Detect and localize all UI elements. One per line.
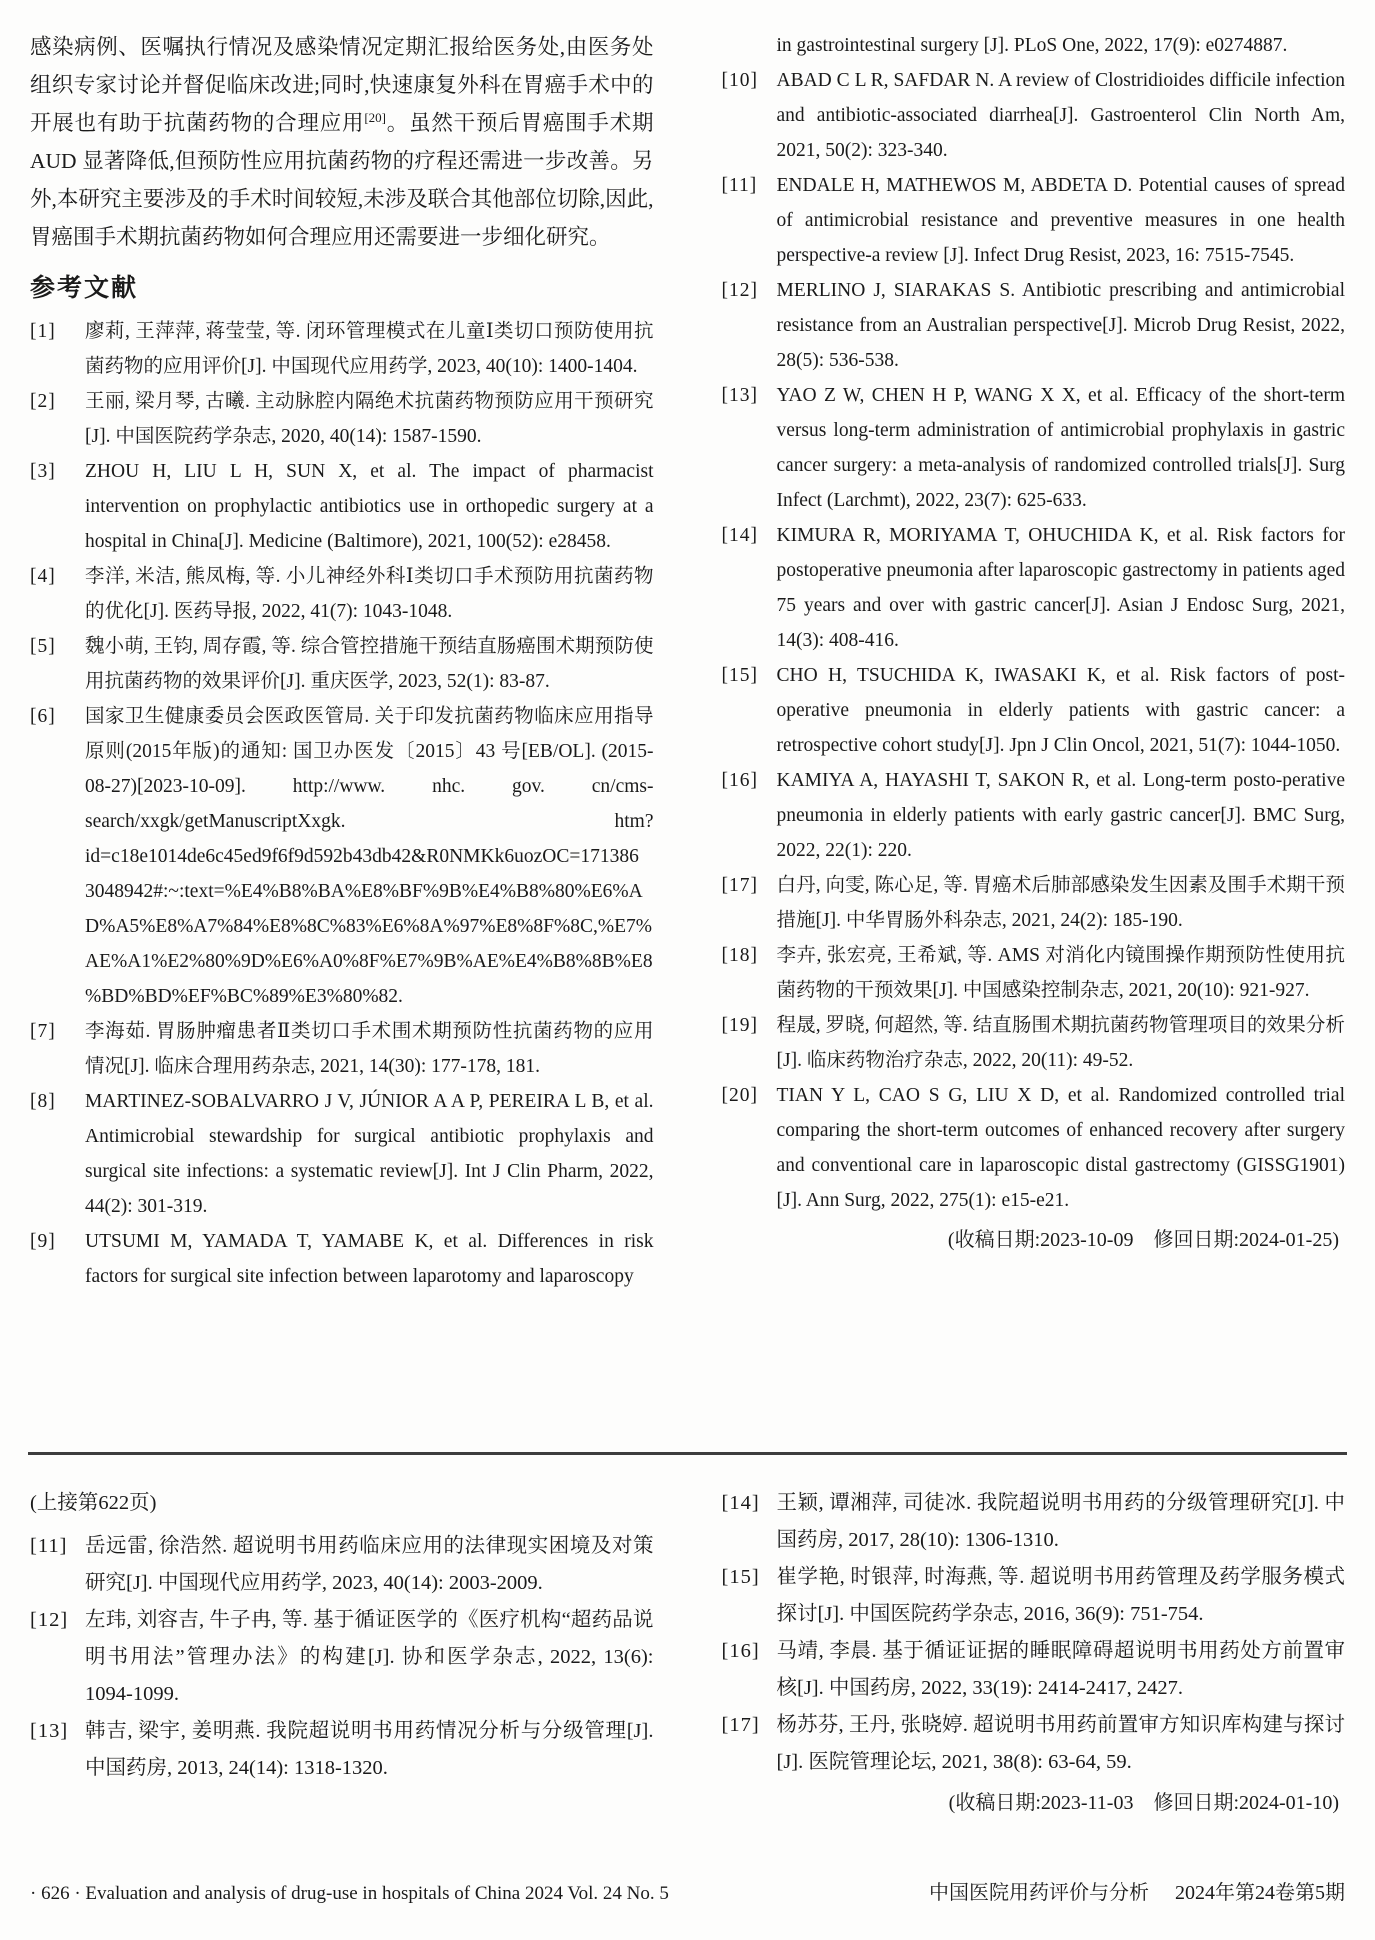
reference-number: [2] [30,391,56,412]
reference-text: 杨苏芬, 王丹, 张晓婷. 超说明书用药前置审方知识库构建与探讨[J]. 医院管理论坛, 2021, 38(8): 63-64, 59. [776,1714,1345,1773]
reference-list-right [722,28,1346,1218]
reference-item [30,559,654,629]
reference-text: 国家卫生健康委员会医政医管局. 关于印发抗菌药物临床应用指导原则(2015年版)的通知: 国卫办医发〔2015〕43 号[EB/OL]. (2015-08-27)[2023-10-09]. http://www. nhc. gov. cn/cms-search/xxgk/getManuscriptXxgk. htm? id=c18e1014de6c45ed9f6f9d592b43db42&R0NMKk6uozOC=171386 3048942#:~:text=%E4%B8%BA%E8%BF%9B%E4%B8%80%E6%AD%A5%E8%A7%84%E8%8C%83%E6%8A%97%E8%8F%8C,%E7%AE%A1%E2%80%9D%E6%A0%8F%E7%9B%AE%E4%B8%8B%E8%BD%BD%EF%BC%89%E3%80%82. [85,706,654,1007]
footer-right [929,1876,1345,1905]
received-date-line: (收稿日期:2023-10-09 修回日期:2024-01-25) [947,1229,1339,1251]
page-footer [30,1876,1345,1905]
reference-item [722,273,1346,378]
reference-text: 廖莉, 王萍萍, 蒋莹莹, 等. 闭环管理模式在儿童Ⅰ类切口预防使用抗菌药物的应用评价[J]. 中国现代应用药学, 2023, 40(10): 1400-1404. [85,321,654,377]
reference-number: [11] [721,175,758,196]
reference-text: 王颖, 谭湘萍, 司徒冰. 我院超说明书用药的分级管理研究[J]. 中国药房, 2017, 28(10): 1306-1310. [776,1492,1345,1551]
reference-text: KIMURA R, MORIYAMA T, OHUCHIDA K, et al. Risk factors for postoperative pneumonia after laparoscopic gastrectomy in patients aged 75 years and over with gastric cancer[J]. Asian J Endosc Surg, 2021, 14(3): 408-416. [776,525,1345,651]
reference-number: [11] [30,1535,68,1557]
reference-item [30,1713,654,1787]
reference-item [722,378,1346,518]
conclusion-text-before-citation: 感染病例、医嘱执行情况及感染情况定期汇报给医务处,由医务处组织专家讨论并督促临床改进;同时,快速康复外科在胃癌手术中的开展也有助于抗菌药物的合理应用 [30,35,654,135]
continued-references-area [0,1455,1375,1823]
reference-item [722,1485,1346,1559]
reference-number: [19] [721,1015,758,1036]
reference-item [722,763,1346,868]
reference-item [722,168,1346,273]
reference-number: [7] [30,1021,56,1042]
reference-item [722,1707,1346,1781]
continued-from-note: (上接第622页) [30,1492,157,1514]
reference-text: 王丽, 梁月琴, 古曦. 主动脉腔内隔绝术抗菌药物预防应用干预研究[J]. 中国医院药学杂志, 2020, 40(14): 1587-1590. [85,391,654,447]
reference-number: [20] [721,1085,758,1106]
reference-text: 马靖, 李晨. 基于循证证据的睡眠障碍超说明书用药处方前置审核[J]. 中国药房, 2022, 33(19): 2414-2417, 2427. [776,1640,1345,1699]
reference-text: ZHOU H, LIU L H, SUN X, et al. The impact of pharmacist intervention on prophylactic antibiotics use in orthopedic surgery at a hospital in China[J]. Medicine (Baltimore), 2021, 100(52): e28458. [85,461,654,552]
reference-text: 李卉, 张宏亮, 王希斌, 等. AMS 对消化内镜围操作期预防性使用抗菌药物的干预效果[J]. 中国感染控制杂志, 2021, 20(10): 921-927. [776,945,1345,1001]
reference-number: [10] [721,70,758,91]
reference-item [30,454,654,559]
reference-item [722,1008,1346,1078]
reference-item [722,868,1346,938]
reference-text: 程晟, 罗晓, 何超然, 等. 结直肠围术期抗菌药物管理项目的效果分析[J]. 临床药物治疗杂志, 2022, 20(11): 49-52. [776,1015,1345,1071]
footer-journal-en: Evaluation and analysis of drug-use in hospitals of China 2024 Vol. 24 No. 5 [85,1883,669,1904]
reference-text: TIAN Y L, CAO S G, LIU X D, et al. Randomized controlled trial comparing the short-term outcomes of enhanced recovery after surgery and conventional care in laparoscopic distal gastrectomy (GISSG1901)[J]. Ann Surg, 2022, 275(1): e15-e21. [776,1085,1345,1211]
reference-number: [17] [721,1714,760,1736]
footer-left [30,1883,669,1905]
reference-text: 李洋, 米洁, 熊凤梅, 等. 小儿神经外科Ⅰ类切口手术预防用抗菌药物的优化[J]. 医药导报, 2022, 41(7): 1043-1048. [85,566,654,622]
footer-issue: 2024年第24卷第5期 [1175,1882,1345,1904]
reference-text: 白丹, 向雯, 陈心足, 等. 胃癌术后肺部感染发生因素及围手术期干预措施[J]. 中华胃肠外科杂志, 2021, 24(2): 185-190. [776,875,1345,931]
reference-item [30,699,654,1014]
continued-reference-list-right [722,1485,1346,1781]
reference-text: 韩吉, 梁宇, 姜明燕. 我院超说明书用药情况分析与分级管理[J]. 中国药房, 2013, 24(14): 1318-1320. [85,1720,654,1779]
reference-number: [12] [30,1609,69,1631]
reference-item [30,1602,654,1713]
reference-number: [15] [721,1566,760,1588]
reference-text: YAO Z W, CHEN H P, WANG X X, et al. Efficacy of the short-term versus long-term administration of antimicrobial prophylaxis in gastric cancer surgery: a meta-analysis of randomized controlled trials[J]. Surg Infect (Larchmt), 2022, 23(7): 625-633. [776,385,1345,511]
reference-number: [6] [30,706,56,727]
reference-text: ENDALE H, MATHEWOS M, ABDETA D. Potential causes of spread of antimicrobial resistance and preventive measures in one health perspective-a review [J]. Infect Drug Resist, 2023, 16: 7515-7545. [776,175,1345,266]
footer-journal-cn: 中国医院用药评价与分析 [929,1882,1149,1904]
reference-item [30,1224,654,1294]
reference-item [30,314,654,384]
reference-number: [18] [721,945,758,966]
continued-right-column [722,1485,1346,1823]
continued-left-column [30,1485,654,1823]
reference-item [30,1084,654,1224]
continued-received-date-line: (收稿日期:2023-11-03 修回日期:2024-01-10) [948,1792,1339,1814]
reference-number: [16] [721,1640,760,1662]
reference-text: 崔学艳, 时银萍, 时海燕, 等. 超说明书用药管理及药学服务模式探讨[J]. 中国医院药学杂志, 2016, 36(9): 751-754. [776,1566,1345,1625]
reference-number: [16] [721,770,758,791]
reference-text: UTSUMI M, YAMADA T, YAMABE K, et al. Differences in risk factors for surgical site infection between laparotomy and laparoscopy [85,1231,654,1287]
reference-text: MARTINEZ-SOBALVARRO J V, JÚNIOR A A P, PEREIRA L B, et al. Antimicrobial stewardship for surgical antibiotic prophylaxis and surgical site infections: a systematic review[J]. Int J Clin Pharm, 2022, 44(2): 301-319. [85,1091,654,1217]
reference-number: [17] [721,875,758,896]
reference-item [722,938,1346,1008]
reference-number: [9] [30,1231,56,1252]
article-conclusion-paragraph [30,28,654,256]
reference-number: [1] [30,321,56,342]
reference-number: [15] [721,665,758,686]
reference-text: 魏小萌, 王钧, 周存霞, 等. 综合管控措施干预结直肠癌围术期预防使用抗菌药物的效果评价[J]. 重庆医学, 2023, 52(1): 83-87. [85,636,654,692]
reference-text: 李海茹. 胃肠肿瘤患者Ⅱ类切口手术围术期预防性抗菌药物的应用情况[J]. 临床合理用药杂志, 2021, 14(30): 177-178, 181. [85,1021,654,1077]
reference-number: [14] [721,1492,760,1514]
conclusion-text-after-citation: 。虽然干预后胃癌围手术期 AUD 显著降低,但预防性应用抗菌药物的疗程还需进一步改善。另外,本研究主要涉及的手术时间较短,未涉及联合其他部位切除,因此,胃癌围手术期抗菌药物如何合理应用还需要进一步细化研究。 [30,111,654,249]
main-left-column [30,28,654,1452]
continued-reference-list-left [30,1528,654,1787]
reference-item [30,1528,654,1602]
reference-list-left [30,314,654,1294]
reference-item [722,1559,1346,1633]
reference-text: 左玮, 刘容吉, 牛子冉, 等. 基于循证医学的《医疗机构“超药品说明书用法”管理办法》的构建[J]. 协和医学杂志, 2022, 13(6): 1094-1099. [85,1609,654,1705]
reference-item [722,63,1346,168]
reference-item [30,1014,654,1084]
reference-item [722,658,1346,763]
reference-item [722,28,1346,63]
reference-number: [13] [721,385,758,406]
reference-number: [4] [30,566,56,587]
reference-number: [3] [30,461,56,482]
reference-number: [14] [721,525,758,546]
reference-number: [8] [30,1091,56,1112]
reference-item [722,1078,1346,1218]
reference-item [722,1633,1346,1707]
main-right-column [722,28,1346,1452]
reference-item [722,518,1346,658]
reference-item [30,629,654,699]
reference-text: KAMIYA A, HAYASHI T, SAKON R, et al. Long-term posto-perative pneumonia in elderly patients with early gastric cancer[J]. BMC Surg, 2022, 22(1): 220. [776,770,1345,861]
reference-number: [13] [30,1720,69,1742]
references-heading: 参考文献 [30,274,139,302]
reference-text: CHO H, TSUCHIDA K, IWASAKI K, et al. Risk factors of post-operative pneumonia in elderly patients with gastric cancer: a retrospective cohort study[J]. Jpn J Clin Oncol, 2021, 51(7): 1044-1050. [776,665,1345,756]
citation-superscript: [20] [364,109,387,125]
reference-item [30,384,654,454]
reference-text: MERLINO J, SIARAKAS S. Antibiotic prescribing and antimicrobial resistance from an Australian perspective[J]. Microb Drug Resist, 2022, 28(5): 536-538. [776,280,1345,371]
reference-text: in gastrointestinal surgery [J]. PLoS One, 2022, 17(9): e0274887. [776,35,1288,56]
footer-page-number: · 626 · [30,1883,81,1904]
reference-number: [5] [30,636,56,657]
reference-text: 岳远雷, 徐浩然. 超说明书用药临床应用的法律现实困境及对策研究[J]. 中国现代应用药学, 2023, 40(14): 2003-2009. [85,1535,654,1594]
reference-text: ABAD C L R, SAFDAR N. A review of Clostridioides difficile infection and antibiotic-associated diarrhea[J]. Gastroenterol Clin North Am, 2021, 50(2): 323-340. [776,70,1345,161]
reference-number: [12] [721,280,758,301]
